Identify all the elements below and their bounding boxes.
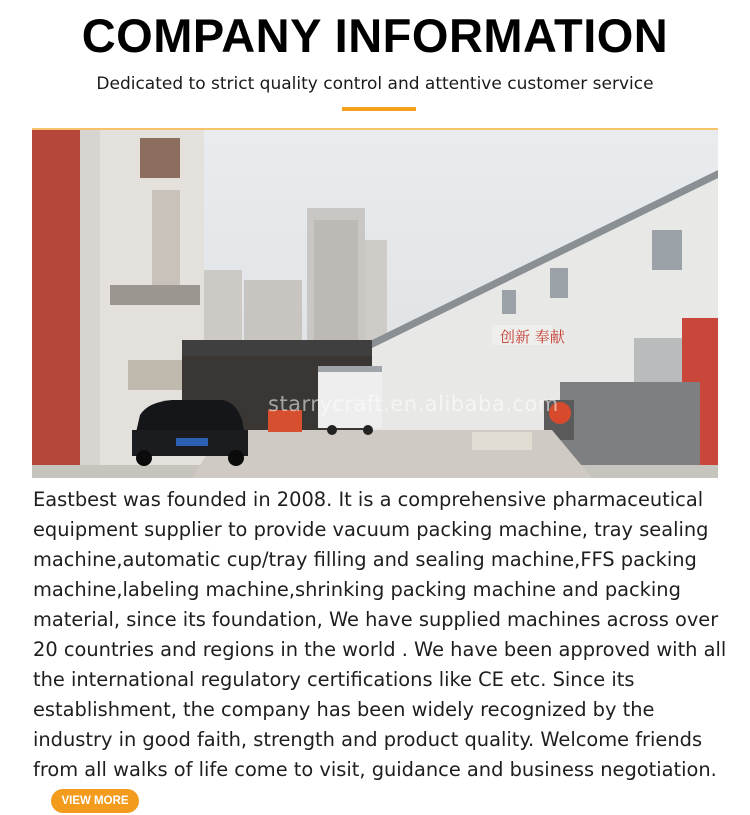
company-photo <box>32 128 718 478</box>
page-title: COMPANY INFORMATION <box>81 9 669 62</box>
description-text: Eastbest was founded in 2008. It is a comprehensive pharmaceutical equipment supplier to provide vacuum packing machine, tray sealing machine,automatic cup/tray filling and sealing machine,FFS packing machine,labeling machine,shrinking packing machine and packing material, since its foundation, We have supplied machines across over 20 countries and regions in the world . We have been approved with all the international regulatory certifications like CE etc. Since its establishment, the company has been widely recognized by the industry in good faith, strength and product quality. Welcome friends from all walks of life come to visit, guidance and business negotiation. <box>33 488 727 781</box>
page-subtitle: Dedicated to strict quality control and attentive customer service <box>96 74 654 94</box>
company-description <box>33 485 738 815</box>
photo-watermark: starrycraft.en.alibaba.com <box>268 392 559 416</box>
factory-scene-illustration <box>32 130 718 478</box>
view-more-button[interactable]: VIEW MORE <box>51 789 139 813</box>
building-sign: 创新 奉献 <box>500 328 565 346</box>
title-divider <box>342 107 416 111</box>
